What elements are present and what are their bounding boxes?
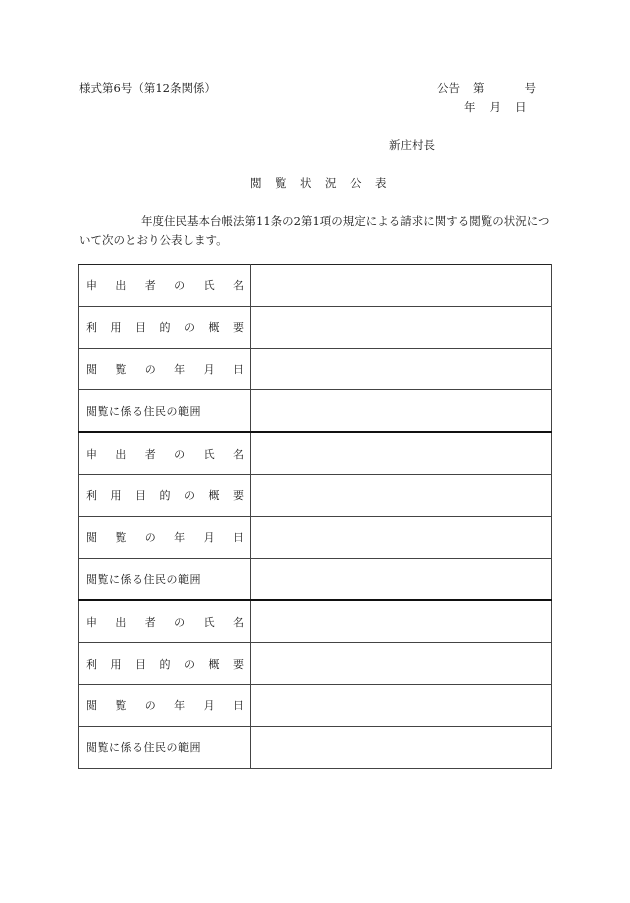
label-char: 目 — [135, 657, 146, 671]
row-label-text — [86, 277, 244, 293]
table-row — [79, 474, 552, 516]
label-char: 申 — [86, 279, 97, 293]
table-row — [79, 348, 552, 390]
row-label-text — [86, 697, 244, 713]
label-char: 日 — [232, 362, 244, 376]
row-value-cell[interactable] — [251, 265, 552, 307]
label-char: の — [184, 489, 195, 503]
table-row — [79, 390, 552, 432]
row-label — [79, 558, 251, 600]
label-char: 出 — [115, 447, 127, 461]
table-row — [79, 600, 552, 642]
label-char: 出 — [115, 615, 127, 629]
label-char: 利 — [86, 657, 97, 671]
label-char: 年 — [174, 699, 186, 713]
label-char: 者 — [144, 279, 156, 293]
title-char: 状 — [300, 176, 312, 190]
row-value-cell[interactable] — [251, 348, 552, 390]
label-char: 年 — [174, 362, 186, 376]
row-label — [79, 643, 251, 685]
label-char: 目 — [135, 489, 146, 503]
row-label-text — [86, 446, 244, 462]
row-label-text — [86, 403, 244, 419]
notice-label: 公告 — [437, 81, 460, 95]
row-value-cell[interactable] — [251, 432, 552, 474]
label-char: 閲 — [86, 531, 97, 545]
row-label — [79, 390, 251, 432]
row-label-text — [86, 656, 244, 672]
row-label-text — [86, 739, 244, 755]
label-char: 覧 — [115, 699, 127, 713]
label-char: 概 — [208, 321, 220, 335]
table-row — [79, 558, 552, 600]
label-char: 閲覧に係る住民の範囲 — [86, 404, 201, 418]
label-char: 用 — [110, 489, 122, 503]
label-char: の — [174, 447, 186, 461]
label-char: 要 — [233, 321, 244, 335]
notice-number — [437, 80, 536, 96]
label-char: 者 — [144, 447, 156, 461]
title-char: 閲 — [250, 176, 262, 190]
table-row — [79, 265, 552, 307]
table-row — [79, 643, 552, 685]
table-row — [79, 726, 552, 768]
label-char: 要 — [233, 657, 244, 671]
label-char: 目 — [135, 321, 146, 335]
row-label — [79, 348, 251, 390]
label-char: 覧 — [115, 362, 127, 376]
label-char: 概 — [208, 489, 220, 503]
label-char: 閲 — [86, 699, 97, 713]
row-label-text — [86, 614, 244, 630]
row-label — [79, 265, 251, 307]
table-row — [79, 516, 552, 558]
date-year: 年 — [464, 100, 476, 114]
body-text: 年度住民基本台帳法第11条の2第1項の規定による請求に関する閲覧の状況について次のとおり公表します。 — [79, 214, 550, 247]
page-title — [250, 175, 387, 191]
row-label — [79, 600, 251, 642]
label-char: 日 — [232, 699, 244, 713]
label-char: 氏 — [203, 615, 215, 629]
label-char: 的 — [159, 657, 171, 671]
label-char: の — [144, 531, 156, 545]
title-char: 公 — [350, 176, 362, 190]
label-char: 日 — [232, 531, 244, 545]
table-row — [79, 684, 552, 726]
row-label-text — [86, 571, 244, 587]
label-char: 覧 — [115, 531, 127, 545]
record-table — [78, 264, 552, 769]
label-char: 名 — [232, 279, 244, 293]
label-char: 的 — [159, 321, 171, 335]
date-month: 月 — [489, 100, 501, 114]
date-line — [464, 99, 527, 115]
label-char: 申 — [86, 447, 97, 461]
row-label — [79, 516, 251, 558]
row-label-text — [86, 529, 244, 545]
row-value-cell[interactable] — [251, 643, 552, 685]
notice-go: 号 — [524, 81, 536, 95]
label-char: 月 — [203, 362, 215, 376]
row-value-cell[interactable] — [251, 684, 552, 726]
table-row — [79, 306, 552, 348]
label-char: 氏 — [203, 279, 215, 293]
issuer: 新庄村長 — [389, 138, 435, 152]
label-char: 概 — [208, 657, 220, 671]
form-number: 様式第6号（第12条関係） — [79, 81, 216, 95]
row-value-cell[interactable] — [251, 600, 552, 642]
row-value-cell[interactable] — [251, 558, 552, 600]
label-char: 名 — [232, 615, 244, 629]
label-char: の — [174, 279, 186, 293]
label-char: 申 — [86, 615, 97, 629]
label-char: 年 — [174, 531, 186, 545]
label-char: 出 — [115, 279, 127, 293]
label-char: 月 — [203, 531, 215, 545]
label-char: 的 — [159, 489, 171, 503]
label-char: 名 — [232, 447, 244, 461]
row-label-text — [86, 487, 244, 503]
label-char: 閲 — [86, 362, 97, 376]
row-value-cell[interactable] — [251, 474, 552, 516]
row-label — [79, 432, 251, 474]
label-char: の — [174, 615, 186, 629]
row-value-cell[interactable] — [251, 306, 552, 348]
label-char: 閲覧に係る住民の範囲 — [86, 741, 201, 755]
row-label-text — [86, 361, 244, 377]
label-char: 者 — [144, 615, 156, 629]
label-char: 利 — [86, 489, 97, 503]
row-label — [79, 306, 251, 348]
label-char: の — [144, 699, 156, 713]
notice-dai: 第 — [473, 81, 485, 95]
label-char: の — [184, 321, 195, 335]
row-value-cell[interactable] — [251, 516, 552, 558]
label-char: 用 — [110, 321, 122, 335]
label-char: 月 — [203, 699, 215, 713]
table-row — [79, 432, 552, 474]
label-char: の — [184, 657, 195, 671]
label-char: 利 — [86, 321, 97, 335]
date-day: 日 — [515, 100, 527, 114]
label-char: の — [144, 362, 156, 376]
label-char: 用 — [110, 657, 122, 671]
title-char: 況 — [325, 176, 337, 190]
row-label — [79, 684, 251, 726]
row-value-cell[interactable] — [251, 390, 552, 432]
label-char: 要 — [233, 489, 244, 503]
row-label — [79, 726, 251, 768]
label-char: 氏 — [203, 447, 215, 461]
row-value-cell[interactable] — [251, 726, 552, 768]
title-char: 表 — [375, 176, 387, 190]
row-label-text — [86, 319, 244, 335]
row-label — [79, 474, 251, 516]
label-char: 閲覧に係る住民の範囲 — [86, 572, 201, 586]
title-char: 覧 — [275, 176, 287, 190]
